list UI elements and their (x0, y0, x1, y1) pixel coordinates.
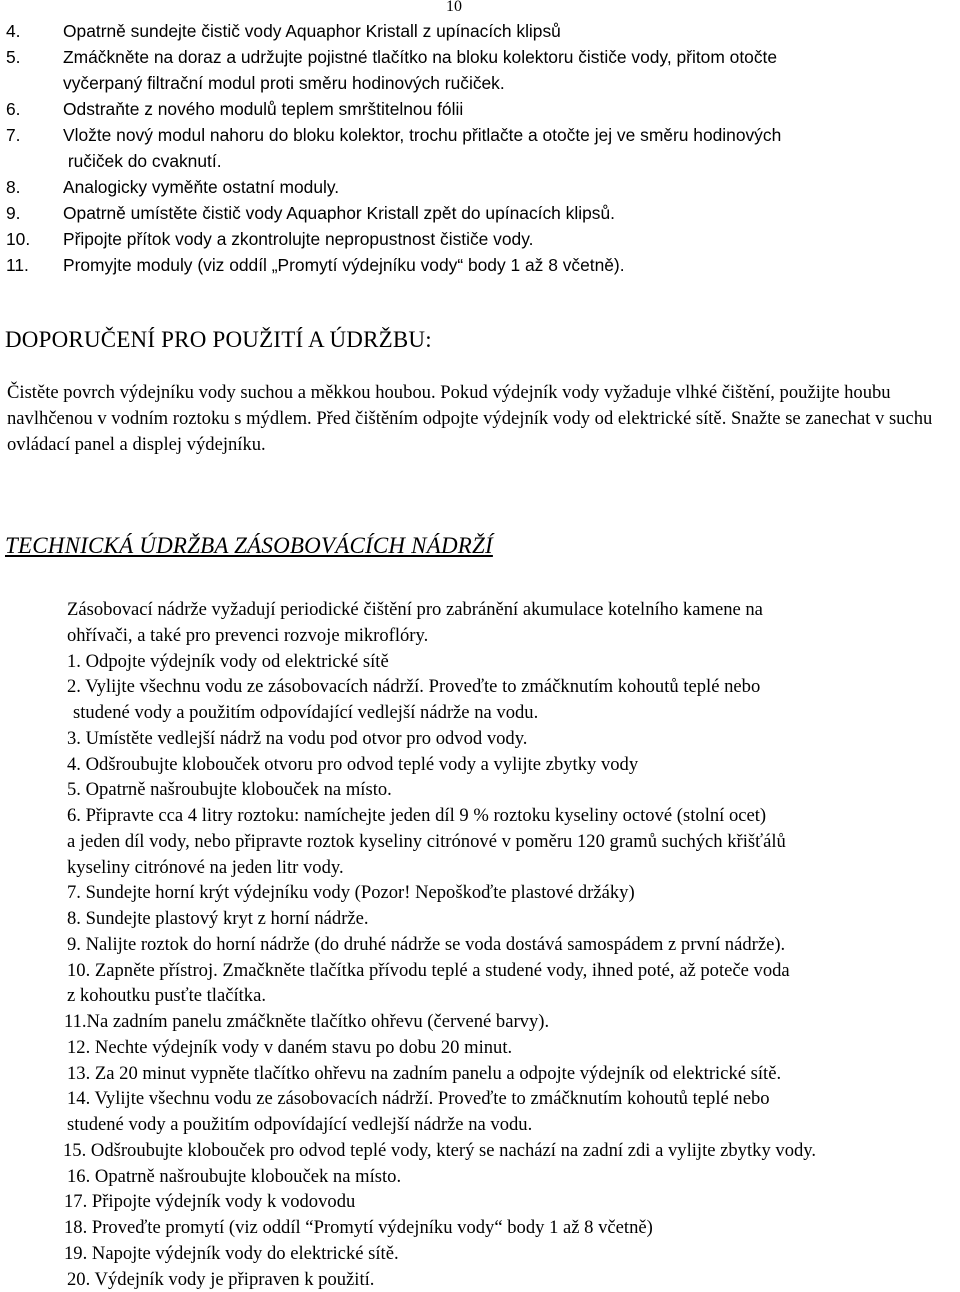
list-item (0, 226, 960, 252)
steps-list-a (0, 18, 960, 278)
text-line: 8. Sundejte plastový kryt z horní nádrže. (67, 906, 960, 932)
recommendations-paragraph: Čistěte povrch výdejníku vody suchou a měkkou houbou. Pokud výdejník vody vyžaduje vlhké čištění, použijte houbu navlhčenou v vodním roztoku s mýdlem. Před čištěním odpojte výdejník vody od elektrické sítě. Snažte se zanechat v suchu ovládací panel a displej výdejníku. (7, 380, 957, 458)
text-line: kyseliny citrónové na jeden litr vody. (67, 855, 960, 881)
text-line: ohřívači, a také pro prevenci rozvoje mikroflóry. (67, 623, 960, 649)
text-line: 13. Za 20 minut vypněte tlačítko ohřevu na zadním panelu a odpojte výdejník od elektrické sítě. (67, 1061, 960, 1087)
item-text: Opatrně sundejte čistič vody Aquaphor Kristall z upínacích klipsů (63, 18, 960, 44)
text-line: Zásobovací nádrže vyžadují periodické čištění pro zabránění akumulace kotelního kamene na (67, 597, 960, 623)
text-line: 18. Proveďte promytí (viz oddíl “Promytí výdejníku vody“ body 1 až 8 včetně) (64, 1215, 960, 1241)
text-line: 6. Připravte cca 4 litry roztoku: namíchejte jeden díl 9 % roztoku kyseliny octové (stolní ocet) (67, 803, 960, 829)
text-line: 15. Odšroubujte klobouček pro odvod teplé vody, který se nachází na zadní zdi a vylijte zbytky vody. (63, 1138, 960, 1164)
list-item (0, 252, 960, 278)
text-line: 2. Vylijte všechnu vodu ze zásobovacích nádrží. Proveďte to zmáčknutím kohoutů teplé nebo (67, 674, 960, 700)
maintenance-lines (0, 597, 960, 1292)
text-line: z kohoutku pusťte tlačítka. (67, 983, 960, 1009)
item-text: Vložte nový modul nahoru do bloku kolektor, trochu přitlačte a otočte jej ve směru hodinových (63, 122, 960, 148)
text-line: 7. Sundejte horní krýt výdejníku vody (Pozor! Nepoškoďte plastové držáky) (67, 880, 960, 906)
text-line: 3. Umístěte vedlejší nádrž na vodu pod otvor pro odvod vody. (67, 726, 960, 752)
text-line: 4. Odšroubujte klobouček otvoru pro odvod teplé vody a vylijte zbytky vody (67, 752, 960, 778)
item-text-continued: ručiček do cvaknutí. (63, 148, 960, 174)
text-line: 9. Nalijte roztok do horní nádrže (do druhé nádrže se voda dostává samospádem z první nádrže). (67, 932, 960, 958)
text-line: 11.Na zadním panelu zmáčkněte tlačítko ohřevu (červené barvy). (64, 1009, 960, 1035)
item-number: 11. (6, 252, 29, 278)
list-item (0, 122, 960, 174)
text-line: 19. Napojte výdejník vody do elektrické sítě. (64, 1241, 960, 1267)
text-line: 14. Vylijte všechnu vodu ze zásobovacích nádrží. Proveďte to zmáčknutím kohoutů teplé nebo (67, 1086, 960, 1112)
list-item (0, 200, 960, 226)
section-heading-recommendations: DOPORUČENÍ PRO POUŽITÍ A ÚDRŽBU: (5, 327, 432, 353)
list-item (0, 18, 960, 44)
text-line: 10. Zapněte přístroj. Zmačkněte tlačítka přívodu teplé a studené vody, ihned poté, až poteče voda (67, 958, 960, 984)
item-text-continued: vyčerpaný filtrační modul proti směru hodinových ručiček. (63, 70, 960, 96)
item-number: 4. (6, 18, 21, 44)
text-line: a jeden díl vody, nebo připravte roztok kyseliny citrónové v poměru 120 gramů suchých křišťálů (67, 829, 960, 855)
page-number: 10 (446, 0, 462, 17)
item-number: 10. (6, 226, 30, 252)
list-item (0, 44, 960, 96)
item-text: Zmáčkněte na doraz a udržujte pojistné tlačítko na bloku kolektoru čističe vody, přitom otočte (63, 44, 960, 70)
text-line: 17. Připojte výdejník vody k vodovodu (64, 1189, 960, 1215)
text-line: studené vody a použitím odpovídající vedlejší nádrže na vodu. (67, 1112, 960, 1138)
item-number: 9. (6, 200, 21, 226)
text-line: 5. Opatrně našroubujte klobouček na místo. (67, 777, 960, 803)
text-line: 12. Nechte výdejník vody v daném stavu po dobu 20 minut. (67, 1035, 960, 1061)
text-line: 16. Opatrně našroubujte klobouček na místo. (67, 1164, 960, 1190)
item-text: Připojte přítok vody a zkontrolujte nepropustnost čističe vody. (63, 226, 960, 252)
text-line: 1. Odpojte výdejník vody od elektrické sítě (67, 649, 960, 675)
item-number: 6. (6, 96, 21, 122)
item-number: 8. (6, 174, 21, 200)
item-text: Analogicky vyměňte ostatní moduly. (63, 174, 960, 200)
item-text: Odstraňte z nového modulů teplem smrštitelnou fólii (63, 96, 960, 122)
item-number: 5. (6, 44, 21, 70)
list-item (0, 174, 960, 200)
list-item (0, 96, 960, 122)
text-line: studené vody a použitím odpovídající vedlejší nádrže na vodu. (73, 700, 960, 726)
text-line: 20. Výdejník vody je připraven k použití. (67, 1267, 960, 1292)
item-number: 7. (6, 122, 21, 148)
item-text: Promyjte moduly (viz oddíl „Promytí výdejníku vody“ body 1 až 8 včetně). (63, 252, 960, 278)
item-text: Opatrně umístěte čistič vody Aquaphor Kristall zpět do upínacích klipsů. (63, 200, 960, 226)
section-heading-maintenance: TECHNICKÁ ÚDRŽBA ZÁSOBOVÁCÍCH NÁDRŽÍ (5, 533, 493, 559)
